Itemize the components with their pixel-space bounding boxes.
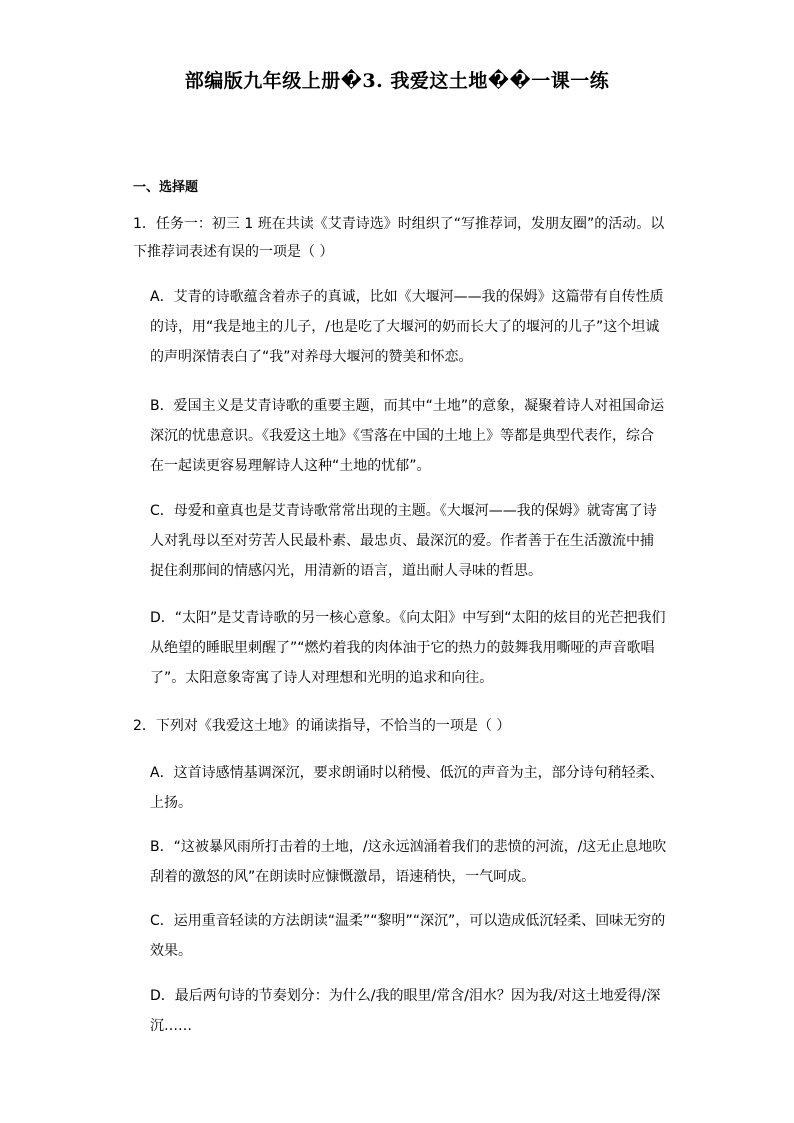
option-line: B．“这被暴风雨所打击着的土地，/这永远汹涌着我们的悲愤的河流，/这无止息地吹 <box>150 839 667 855</box>
option-line: 沉…… <box>150 1018 192 1034</box>
option-line: 的诗，用“我是地主的儿子，/也是吃了大堰河的奶而长大了的堰河的儿子”这个坦诚 <box>150 319 660 335</box>
option-line: 的声明深情表白了“我”对养母大堰河的赞美和怀恋。 <box>150 349 473 365</box>
option-line: 上扬。 <box>150 795 192 811</box>
option-line: A．这首诗感情基调深沉，要求朗诵时以稍慢、低沉的声音为主，部分诗句稍轻柔、 <box>150 765 664 781</box>
option-line: C．母爱和童真也是艾青诗歌常常出现的主题。《大堰河——我的保姆》就寄寓了诗 <box>150 503 657 519</box>
option-line: 深沉的忧患意识。《我爱这土地》《雪落在中国的土地上》等都是典型代表作，综合 <box>150 428 654 444</box>
question-1-option-d <box>150 603 675 693</box>
question-1-option-a <box>150 282 675 372</box>
option-line: D．“太阳”是艾青诗歌的另一核心意象。《向太阳》中写到“太阳的炫目的光芒把我们 <box>150 610 666 626</box>
option-line: 捉住刹那间的情感闪光，用清新的语言，道出耐人寻味的哲思。 <box>150 563 542 579</box>
option-line: 从绝望的睡眠里刺醒了”“燃灼着我的肉体油于它的热力的鼓舞我用嘶哑的声音歌唱 <box>150 640 655 656</box>
option-line: C．运用重音轻读的方法朗读“温柔”“黎明”“深沉”，可以造成低沉轻柔、回味无穷的 <box>150 913 666 929</box>
question-2-option-a <box>150 758 675 818</box>
option-line: 在一起读更容易理解诗人这种“土地的忧郁”。 <box>150 458 431 474</box>
option-line: 效果。 <box>150 943 192 959</box>
question-1-option-c <box>150 496 675 586</box>
question-2-option-b <box>150 832 675 892</box>
question-2-line: 2．下列对《我爱这土地》的诵读指导，不恰当的一项是（ ） <box>133 718 511 734</box>
option-line: D．最后两句诗的节奏划分：为什么/我的眼里/常含/泪水？因为我/对这土地爱得/深 <box>150 988 661 1004</box>
option-line: A．艾青的诗歌蕴含着赤子的真诚，比如《大堰河——我的保姆》这篇带有自传性质 <box>150 289 664 305</box>
section-heading: 一、选择题 <box>133 180 199 195</box>
option-line: 了”。太阳意象寄寓了诗人对理想和光明的追求和向往。 <box>150 670 494 686</box>
question-2-option-c <box>150 906 675 966</box>
question-1-option-b <box>150 391 675 481</box>
question-2-stem <box>133 712 673 740</box>
option-line: 人对乳母以至对劳苦人民最朴素、最忠贞、最深沉的爱。作者善于在生活激流中捕 <box>150 533 654 549</box>
option-line: 刮着的激怒的风”在朗读时应慷慨激昂，语速稍快，一气呵成。 <box>150 869 536 885</box>
document-title: 部编版九年级上册�3. 我爱这土地��一课一练 <box>184 70 610 92</box>
question-1-line: 下推荐词表述有误的一项是（ ） <box>133 244 334 260</box>
question-1-stem <box>133 210 673 266</box>
option-line: B．爱国主义是艾青诗歌的重要主题，而其中“土地”的意象，凝聚着诗人对祖国命运 <box>150 398 665 414</box>
question-1-line: 1．任务一：初三 1 班在共读《艾青诗选》时组织了“写推荐词，发朋友圈”的活动。以 <box>133 216 665 232</box>
question-2-option-d <box>150 981 675 1041</box>
